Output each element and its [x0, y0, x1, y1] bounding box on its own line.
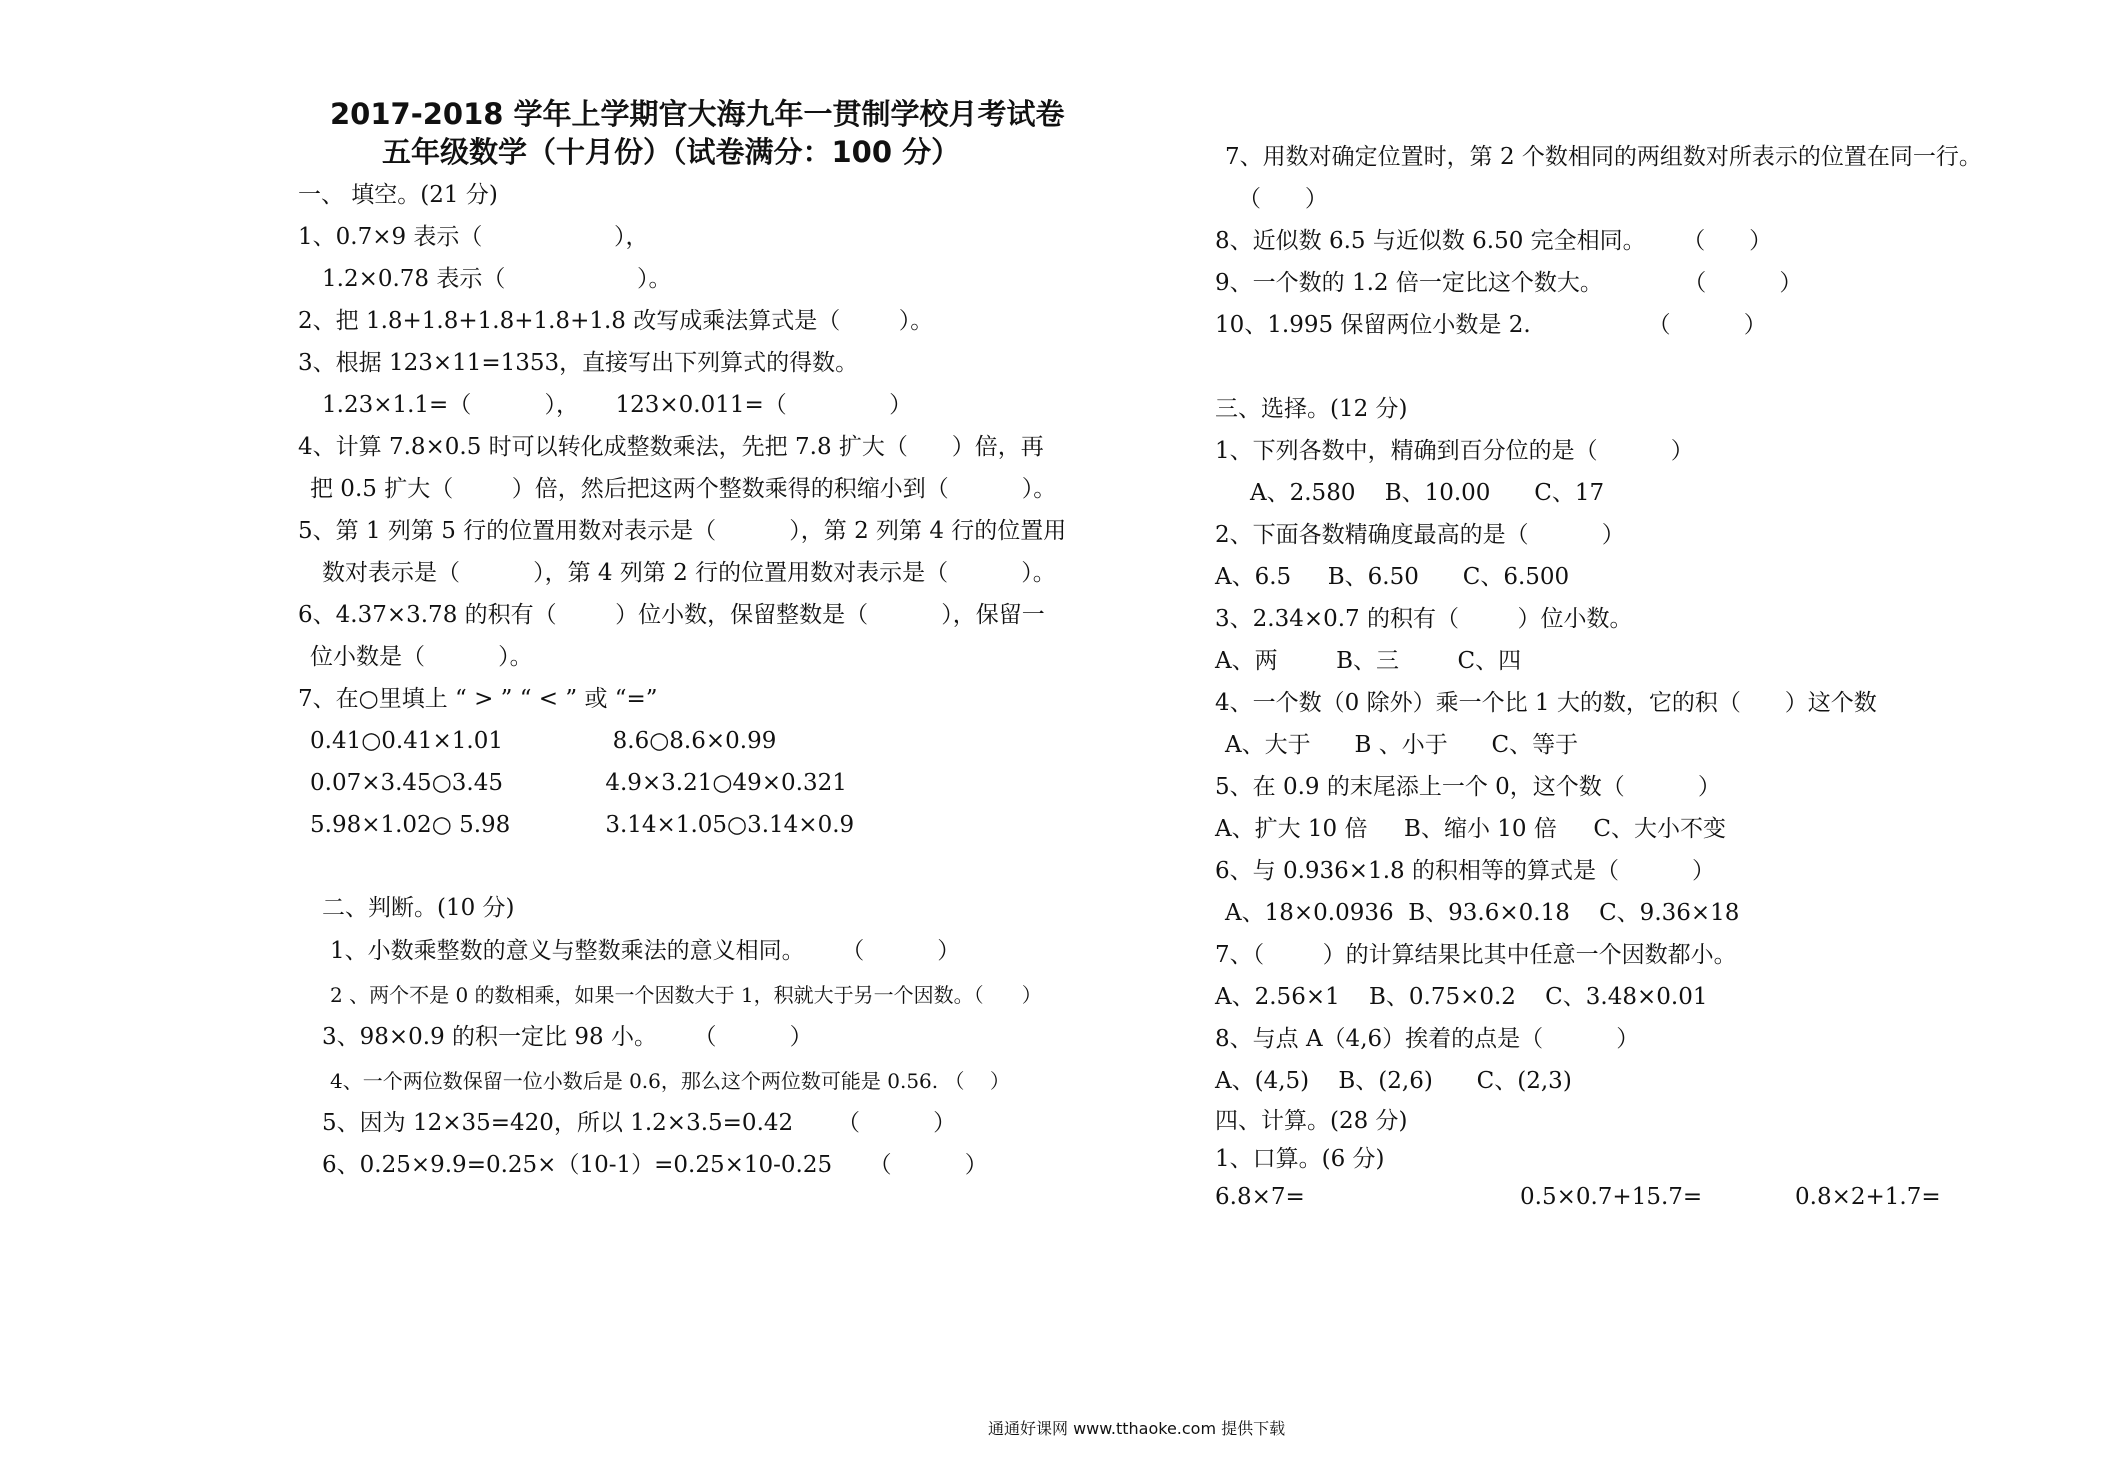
- judgment-line: 8、近似数 6.5 与近似数 6.50 完全相同。 （ ）: [1215, 228, 1773, 254]
- question-line: 1、0.7×9 表示（ ），: [298, 224, 649, 250]
- exam-subtitle: 五年级数学（十月份）（试卷满分：100 分）: [382, 135, 961, 169]
- question-line: 5、第 1 列第 5 行的位置用数对表示是（ ），第 2 列第 4 行的位置用: [298, 518, 1067, 544]
- calc-item: 0.5×0.7+15.7=: [1520, 1184, 1703, 1210]
- section-1-heading: 一、 填空。(21 分): [298, 182, 498, 208]
- section-4-heading: 四、计算。(28 分): [1215, 1108, 1408, 1134]
- exam-title: 2017-2018 学年上学期官大海九年一贯制学校月考试卷: [330, 97, 1065, 131]
- judgment-line: 5、因为 12×35=420，所以 1.2×3.5=0.42 （ ）: [322, 1110, 957, 1136]
- question-line: 2、把 1.8+1.8+1.8+1.8+1.8 改写成乘法算式是（ ）。: [298, 308, 934, 334]
- footer-credit: 通通好课网 www.tthaoke.com 提供下载: [988, 1419, 1286, 1438]
- choice-options: A、扩大 10 倍 B、缩小 10 倍 C、大小不变: [1215, 816, 1726, 842]
- choice-question: 5、在 0.9 的末尾添上一个 0，这个数（ ）: [1215, 774, 1721, 800]
- judgment-line: （ ）: [1238, 186, 1328, 212]
- question-line: 7、在○里填上 “ > ” “ < ” 或 “=”: [298, 686, 658, 712]
- comparison-line: 5.98×1.02○ 5.98 3.14×1.05○3.14×0.9: [310, 812, 855, 838]
- choice-question: 6、与 0.936×1.8 的积相等的算式是（ ）: [1215, 858, 1716, 884]
- comparison-line: 0.41○0.41×1.01 8.6○8.6×0.99: [310, 728, 777, 754]
- calc-item: 0.8×2+1.7=: [1795, 1184, 1941, 1210]
- calc-item: 6.8×7=: [1215, 1184, 1305, 1210]
- judgment-line: 1、小数乘整数的意义与整数乘法的意义相同。 （ ）: [330, 938, 961, 964]
- choice-question: 4、一个数（0 除外）乘一个比 1 大的数，它的积（ ）这个数: [1215, 690, 1877, 716]
- choice-options: A、(4,5) B、(2,6) C、(2,3): [1215, 1068, 1572, 1094]
- choice-options: A、2.580 B、10.00 C、17: [1250, 480, 1605, 506]
- judgment-line: 10、1.995 保留两位小数是 2. （ ）: [1215, 312, 1767, 338]
- judgment-line: 9、一个数的 1.2 倍一定比这个数大。 （ ）: [1215, 270, 1803, 296]
- section-3-heading: 三、选择。(12 分): [1215, 396, 1408, 422]
- question-line: 1.2×0.78 表示（ ）。: [322, 266, 672, 292]
- choice-question: 7、（ ）的计算结果比其中任意一个因数都小。: [1215, 942, 1737, 968]
- question-line: 把 0.5 扩大（ ）倍，然后把这两个整数乘得的积缩小到（ ）。: [310, 476, 1057, 502]
- judgment-line: 4、一个两位数保留一位小数后是 0.6，那么这个两位数可能是 0.56. （ ）: [330, 1069, 1010, 1093]
- comparison-line: 0.07×3.45○3.45 4.9×3.21○49×0.321: [310, 770, 847, 796]
- question-line: 6、4.37×3.78 的积有（ ）位小数，保留整数是（ ），保留一: [298, 602, 1045, 628]
- question-line: 4、计算 7.8×0.5 时可以转化成整数乘法，先把 7.8 扩大（ ）倍，再: [298, 434, 1044, 460]
- choice-question: 2、下面各数精确度最高的是（ ）: [1215, 522, 1625, 548]
- judgment-line: 2 、两个不是 0 的数相乘，如果一个因数大于 1，积就大于另一个因数。（ ）: [330, 983, 1042, 1007]
- question-line: 位小数是（ ）。: [310, 644, 533, 670]
- choice-question: 1、下列各数中，精确到百分位的是（ ）: [1215, 438, 1694, 464]
- question-line: 3、根据 123×11=1353，直接写出下列算式的得数。: [298, 350, 859, 376]
- choice-options: A、2.56×1 B、0.75×0.2 C、3.48×0.01: [1215, 984, 1708, 1010]
- judgment-line: 7、用数对确定位置时，第 2 个数相同的两组数对所表示的位置在同一行。: [1225, 144, 1982, 170]
- choice-question: 8、与点 A（4,6）挨着的点是（ ）: [1215, 1026, 1640, 1052]
- judgment-line: 3、98×0.9 的积一定比 98 小。 （ ）: [322, 1024, 813, 1050]
- judgment-line: 6、0.25×9.9=0.25×（10-1）=0.25×10-0.25 （ ）: [322, 1152, 988, 1178]
- question-line: 1.23×1.1=（ ）， 123×0.011=（ ）: [322, 392, 913, 418]
- section-4-sub: 1、口算。(6 分): [1215, 1146, 1385, 1172]
- section-2-heading: 二、判断。(10 分): [322, 895, 515, 921]
- question-line: 数对表示是（ ），第 4 列第 2 行的位置用数对表示是（ ）。: [322, 560, 1056, 586]
- choice-options: A、大于 B 、小于 C、等于: [1225, 732, 1579, 758]
- choice-options: A、两 B、三 C、四: [1215, 648, 1522, 674]
- choice-question: 3、2.34×0.7 的积有（ ）位小数。: [1215, 606, 1633, 632]
- choice-options: A、6.5 B、6.50 C、6.500: [1215, 564, 1570, 590]
- choice-options: A、18×0.0936 B、93.6×0.18 C、9.36×18: [1225, 900, 1740, 926]
